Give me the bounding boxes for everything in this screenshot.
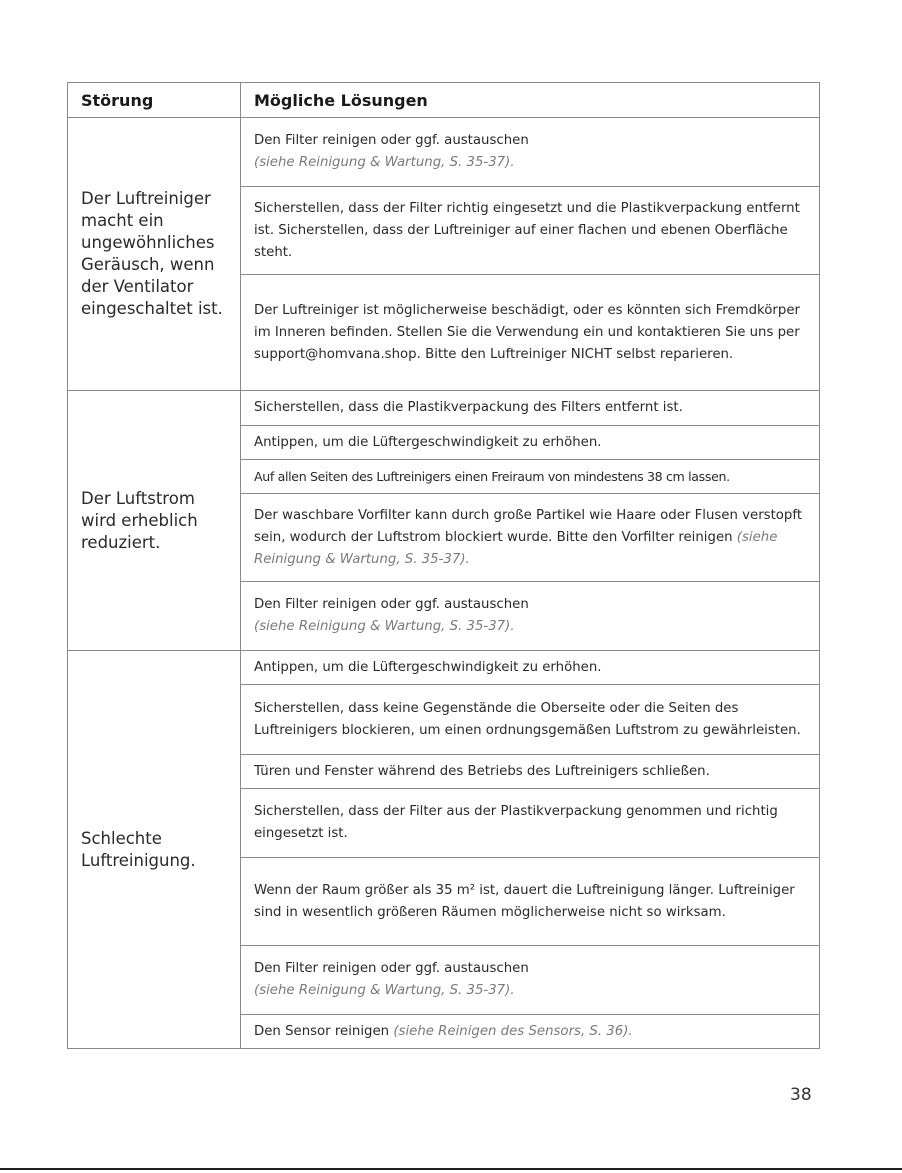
solution-text: Sicherstellen, dass der Filter aus der Plastikverpackung genommen und richtig eingesetzt ist. xyxy=(254,804,778,841)
solution-reference: (siehe Reinigen des Sensors, S. 36). xyxy=(393,1023,633,1039)
solution-text: Sicherstellen, dass die Plastikverpackung des Filters entfernt ist. xyxy=(254,400,683,415)
solution-cell xyxy=(241,1015,820,1049)
solution-text: Der Luftreiniger ist möglicherweise beschädigt, oder es könnten sich Fremdkörper im Inneren befinden. Stellen Sie die Verwendung ein und kontaktieren Sie uns per support@homvana.shop. Bitte den Luftreiniger NICHT selbst reparieren. xyxy=(254,302,800,362)
solution-cell xyxy=(241,494,820,582)
table-row xyxy=(68,391,820,426)
solution-text: Wenn der Raum größer als 35 m² ist, dauert die Luftreinigung länger. Luftreiniger sind in wesentlich größeren Räumen möglicherweise nicht so wirksam. xyxy=(254,882,795,920)
solution-cell xyxy=(241,187,820,275)
solution-text: Auf allen Seiten des Luftreinigers einen Freiraum von mindestens 38 cm lassen. xyxy=(254,468,730,484)
table-row xyxy=(68,118,820,187)
solution-reference: (siehe Reinigung & Wartung, S. 35-37). xyxy=(254,619,515,634)
issue-cell: Der Luftstrom wird erheblich reduziert. xyxy=(68,391,241,651)
solution-reference: (siehe Reinigung & Wartung, S. 35-37). xyxy=(254,529,778,567)
table-row xyxy=(68,651,820,685)
solution-text: Türen und Fenster während des Betriebs des Luftreinigers schließen. xyxy=(254,763,710,779)
solution-cell xyxy=(241,582,820,651)
solution-cell xyxy=(241,426,820,460)
solution-cell xyxy=(241,651,820,685)
solution-text: Den Filter reinigen oder ggf. austauschen xyxy=(254,961,529,976)
bottom-divider xyxy=(0,1168,902,1170)
troubleshooting-table xyxy=(67,82,820,1049)
solution-cell xyxy=(241,391,820,426)
solution-cell xyxy=(241,118,820,187)
solution-text: Sicherstellen, dass der Filter richtig eingesetzt und die Plastikverpackung entfernt ist. Sicherstellen, dass der Luftreiniger auf einer flachen und ebenen Oberfläche steht. xyxy=(254,200,800,260)
solution-text: Antippen, um die Lüftergeschwindigkeit zu erhöhen. xyxy=(254,659,602,675)
solution-cell xyxy=(241,685,820,755)
solution-text: Antippen, um die Lüftergeschwindigkeit zu erhöhen. xyxy=(254,434,602,450)
solution-text: Sicherstellen, dass keine Gegenstände die Oberseite oder die Seiten des Luftreinigers blockieren, um einen ordnungsgemäßen Luftstrom zu gewährleisten. xyxy=(254,700,801,738)
header-solutions: Mögliche Lösungen xyxy=(241,83,820,118)
solution-text: Den Sensor reinigen xyxy=(254,1023,390,1039)
solution-text: Den Filter reinigen oder ggf. austauschen xyxy=(254,133,529,148)
solution-text: Der waschbare Vorfilter kann durch große Partikel wie Haare oder Flusen verstopft sein, wodurch der Luftstrom blockiert wurde. Bitte den Vorfilter reinigen xyxy=(254,507,803,545)
solution-cell xyxy=(241,460,820,494)
issue-cell: Schlechte Luftreinigung. xyxy=(68,651,241,1049)
solution-text: Den Filter reinigen oder ggf. austauschen xyxy=(254,597,529,612)
solution-reference: (siehe Reinigung & Wartung, S. 35-37). xyxy=(254,983,515,998)
solution-cell xyxy=(241,275,820,391)
solution-cell xyxy=(241,789,820,858)
solution-cell xyxy=(241,946,820,1015)
header-issue: Störung xyxy=(68,83,241,118)
solution-cell xyxy=(241,755,820,789)
page-number: 38 xyxy=(790,1085,812,1105)
solution-reference: (siehe Reinigung & Wartung, S. 35-37). xyxy=(254,155,515,170)
table-header-row xyxy=(68,83,820,118)
solution-cell xyxy=(241,858,820,946)
issue-cell: Der Luftreiniger macht ein ungewöhnliches Geräusch, wenn der Ventilator eingeschaltet ist. xyxy=(68,118,241,391)
